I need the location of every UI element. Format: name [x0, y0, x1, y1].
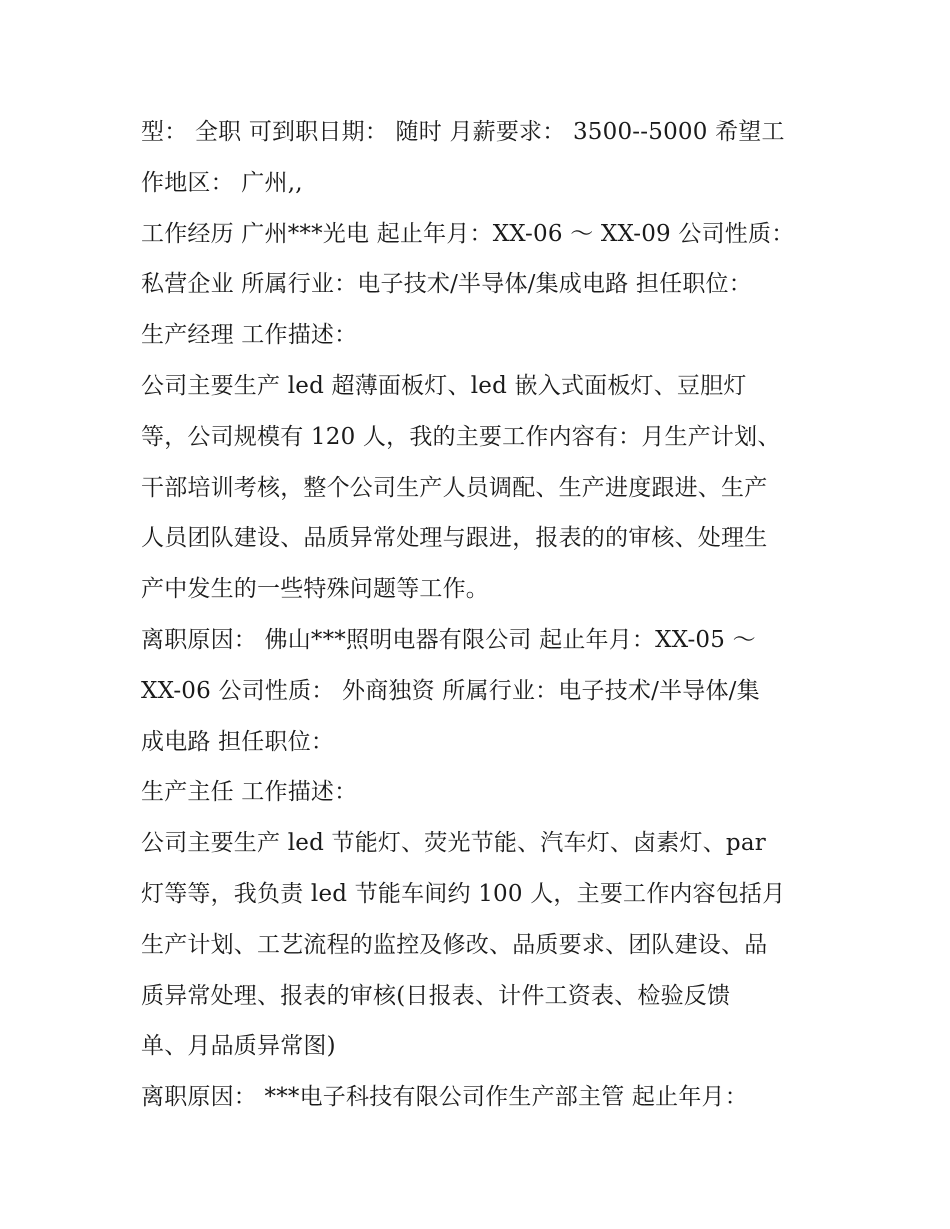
text-line: 生产计划、工艺流程的监控及修改、品质要求、团队建设、品 — [141, 931, 768, 958]
text-line: 生产主任 工作描述： — [141, 779, 358, 806]
text-line: 人员团队建设、品质异常处理与跟进，报表的的审核、处理生 — [141, 525, 768, 552]
text-line: 质异常处理、报表的审核(日报表、计件工资表、检验反馈 — [141, 982, 731, 1009]
text-line: 型： 全职 可到职日期： 随时 月薪要求： 3500--5000 希望工 — [141, 119, 785, 145]
text-line: 工作经历 广州***光电 起止年月：XX-06 ～ XX-09 公司性质： — [141, 220, 795, 247]
text-line: 干部培训考核，整个公司生产人员调配、生产进度跟进、生产 — [141, 474, 768, 501]
document-body — [141, 107, 821, 1123]
text-line: XX-06 公司性质： 外商独资 所属行业：电子技术/半导体/集 — [141, 677, 760, 704]
text-line: 私营企业 所属行业：电子技术/半导体/集成电路 担任职位： — [141, 271, 752, 298]
text-line: 公司主要生产 led 节能灯、荧光节能、汽车灯、卤素灯、par — [141, 830, 766, 857]
text-line: 成电路 担任职位： — [141, 728, 335, 755]
text-line: 生产经理 工作描述： — [141, 322, 358, 349]
text-line: 产中发生的一些特殊问题等工作。 — [141, 576, 489, 603]
text-line: 公司主要生产 led 超薄面板灯、led 嵌入式面板灯、豆胆灯 — [141, 372, 747, 399]
text-line: 离职原因： ***电子科技有限公司作生产部主管 起止年月： — [141, 1084, 748, 1111]
text-line: 单、月品质异常图) — [141, 1033, 336, 1060]
text-line: 灯等等，我负责 led 节能车间约 100 人，主要工作内容包括月 — [141, 880, 786, 907]
text-line: 离职原因： 佛山***照明电器有限公司 起止年月：XX-05 ～ — [141, 626, 756, 653]
text-line: 作地区： 广州,, — [141, 169, 303, 196]
text-line: 等，公司规模有 120 人，我的主要工作内容有：月生产计划、 — [141, 423, 781, 450]
